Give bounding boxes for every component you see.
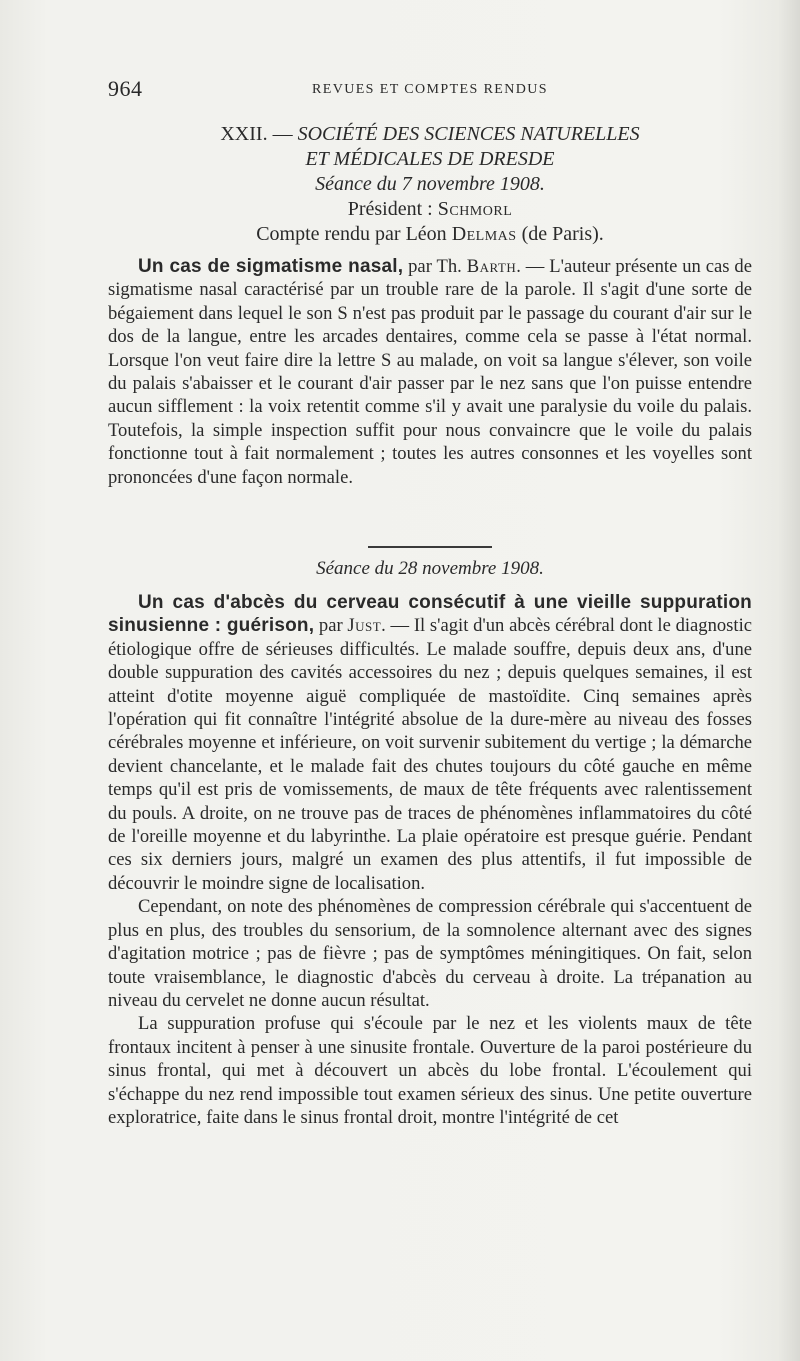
president-label: Président : [347,198,438,220]
session-date-2: Séance du 28 novembre 1908. [316,558,544,579]
president-line [108,197,752,222]
report-author-name: Delmas [451,223,517,245]
article-2-author-prefix: par [314,615,348,637]
page-header [108,76,752,102]
section-number: XXII. — [220,123,298,145]
section-heading [108,122,752,247]
article-2-paragraph-2: Cependant, on note des phénomènes de compression cérébrale qui s'accentuent de plus en plus, des troubles du sensorium, de la somnolence alternant avec des signes d'agitation motrice ; pas de fièvre ; pas de symptômes méningitiques. On fait, selon toute vraisemblance, le diagnostic d'abcès du cerveau à droite. La trépanation au niveau du cervelet ne donne aucun résultat. [108,896,752,1011]
article-2-paragraph-3: La suppuration profuse qui s'écoule par le nez et les violents maux de tête frontaux incitent à penser à une sinusite frontale. Ouverture de la paroi postérieure du sinus frontal, qui met à découvert un abcès du lobe frontal. L'écoulement qui s'échappe du nez rend impossible tout examen sérieux des sinus. Une petite ouverture exploratrice, faite dans le sinus frontal droit, montre l'intégrité de cet [108,1013,752,1128]
article-2-author-name: Just [347,615,382,637]
article-2-text: . — Il s'agit d'un abcès cérébral dont le diagnostic étiologique offre de sérieuses difficultés. Le malade souffre, depuis deux ans, d'une double suppuration des cavités accessoires du nez ; depuis quelques semaines, il est atteint d'otite moyenne aiguë compliquée de mastoïdite. Cinq semaines après l'opération qui fit connaître l'intégrité absolue de la dure-mère au niveau des fosses cérébrales moyenne et inférieure, on voit survenir subitement du vertige ; la démarche devient chancelante, et le malade fait des chutes toujours du côté gauche en même temps qu'il est pris de vomissements, de maux de tête fréquents avec ralentissement du pouls. A droite, on ne trouve pas de traces de phénomènes inflammatoires du côté de l'oreille moyenne et du labyrinthe. La plaie opératoire est presque guérie. Pendant ces six derniers jours, malgré un examen des plus attentifs, il fut impossible de découvrir le moindre signe de localisation. [108,615,752,894]
article-1-paragraph [108,255,752,489]
session-date-1: Séance du 7 novembre 1908. [315,173,545,195]
report-author-suffix: (de Paris). [516,223,604,245]
article-2 [108,591,752,1129]
article-2-title: Un cas d'abcès du cerveau consécutif à une vieille suppuration sinusienne : guérison, [108,592,752,637]
running-head: REVUES ET COMPTES RENDUS [312,82,548,97]
article-1 [108,255,752,489]
society-name-part-2: ET MÉDICALES DE DRESDE [305,148,555,170]
section-divider [368,546,492,548]
report-author-line [108,222,752,247]
page-number: 964 [108,76,143,101]
article-1-author-prefix: par Th. [403,256,467,277]
article-1-author-name: Barth [466,256,517,277]
article-2-paragraph-1 [108,591,752,895]
president-name: Schmorl [437,198,513,220]
article-1-title: Un cas de sigmatisme nasal, [138,256,404,277]
society-name-part-1: SOCIÉTÉ DES SCIENCES NATURELLES [297,123,640,145]
article-1-text: . — L'auteur présente un cas de sigmatisme nasal caractérisé par un trouble rare de la parole. Il s'agit d'une sorte de bégaiement dans lequel le son S n'est pas produit par le passage du courant d'air sur le dos de la langue, entre les arcades dentaires, comme cela se passe à l'état normal. Lorsque l'on veut faire dire la lettre S au malade, on voit sa langue s'élever, son voile du palais s'abaisser et le courant d'air passer par le nez sans que l'on puisse entendre aucun sifflement : la voix retentit comme s'il y avait une paralysie du voile du palais. Toutefois, la simple inspection suffit pour nous convaincre que le voile du palais fonctionne tout à fait normalement ; toutes les autres consonnes et les voyelles sont prononcées d'une façon normale. [108,256,752,488]
spine-shadow [778,0,800,1361]
section-title-line-1 [108,122,752,147]
report-author-prefix: Compte rendu par Léon [256,223,452,245]
